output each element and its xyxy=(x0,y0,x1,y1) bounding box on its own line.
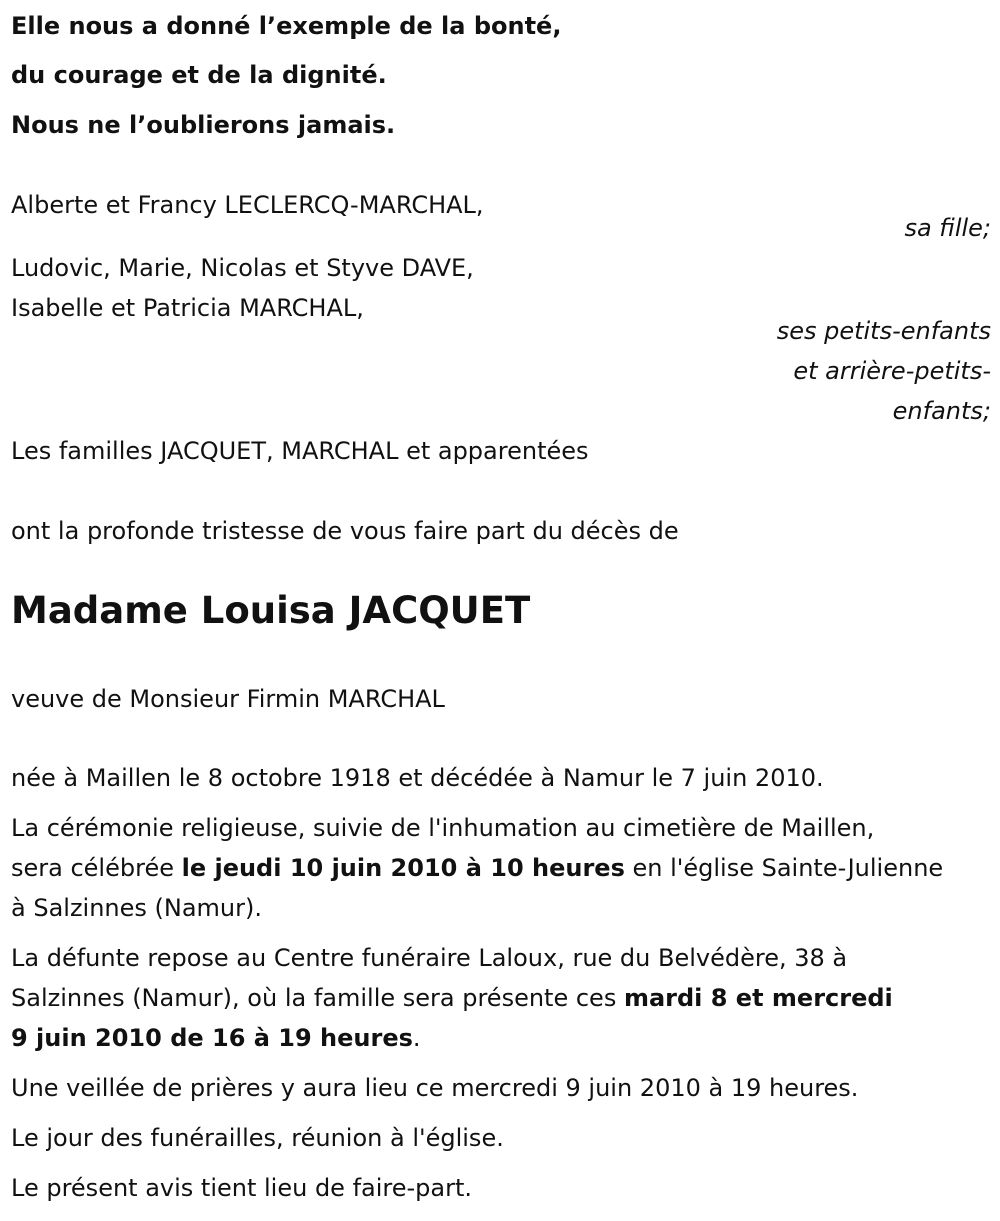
related-families: Les familles JACQUET, MARCHAL et apparentées xyxy=(11,437,589,465)
vigil-info: Une veillée de prières y aura lieu ce mercredi 9 juin 2010 à 19 heures. xyxy=(11,1074,859,1102)
grandchildren-line-1: Ludovic, Marie, Nicolas et Styve DAVE, xyxy=(11,254,474,282)
ceremony-line-2-suffix: en l'église Sainte-Julienne xyxy=(624,854,944,882)
widow-of: veuve de Monsieur Firmin MARCHAL xyxy=(11,685,445,713)
ceremony-line-3: à Salzinnes (Namur). xyxy=(11,894,263,922)
rest-line-3-suffix: . xyxy=(412,1024,421,1052)
quote-line-1: Elle nous a donné l’exemple de la bonté, xyxy=(11,12,562,40)
quote-line-2: du courage et de la dignité. xyxy=(11,61,387,89)
birth-death-dates: née à Maillen le 8 octobre 1918 et décédée à Namur le 7 juin 2010. xyxy=(11,764,824,792)
funeral-day-info: Le jour des funérailles, réunion à l'église. xyxy=(11,1124,504,1152)
grandchildren-line-2: Isabelle et Patricia MARCHAL, xyxy=(11,294,364,322)
grandchildren-role-line-1: ses petits-enfants xyxy=(776,317,991,345)
ceremony-date-time: le jeudi 10 juin 2010 à 10 heures xyxy=(181,854,625,882)
ceremony-line-2-prefix: sera célébrée xyxy=(11,854,182,882)
ceremony-line-1: La cérémonie religieuse, suivie de l'inhumation au cimetière de Maillen, xyxy=(11,814,875,842)
notice-statement: Le présent avis tient lieu de faire-part. xyxy=(11,1174,473,1202)
visiting-days: mardi 8 et mercredi xyxy=(623,984,893,1012)
rest-line-3 xyxy=(11,1024,421,1052)
visiting-hours: 9 juin 2010 de 16 à 19 heures xyxy=(11,1024,413,1052)
daughter-names: Alberte et Francy LECLERCQ-MARCHAL, xyxy=(11,191,484,219)
announcement-intro: ont la profonde tristesse de vous faire part du décès de xyxy=(11,517,679,545)
grandchildren-role-line-2: et arrière-petits- xyxy=(793,357,991,385)
rest-line-2-prefix: Salzinnes (Namur), où la famille sera présente ces xyxy=(11,984,624,1012)
daughter-role: sa fille; xyxy=(904,214,991,242)
grandchildren-role-line-3: enfants; xyxy=(892,397,991,425)
deceased-name: Madame Louisa JACQUET xyxy=(11,589,531,632)
ceremony-line-2 xyxy=(11,854,943,882)
rest-line-1: La défunte repose au Centre funéraire Laloux, rue du Belvédère, 38 à xyxy=(11,944,848,972)
quote-line-3: Nous ne l’oublierons jamais. xyxy=(11,111,396,139)
rest-line-2 xyxy=(11,984,893,1012)
